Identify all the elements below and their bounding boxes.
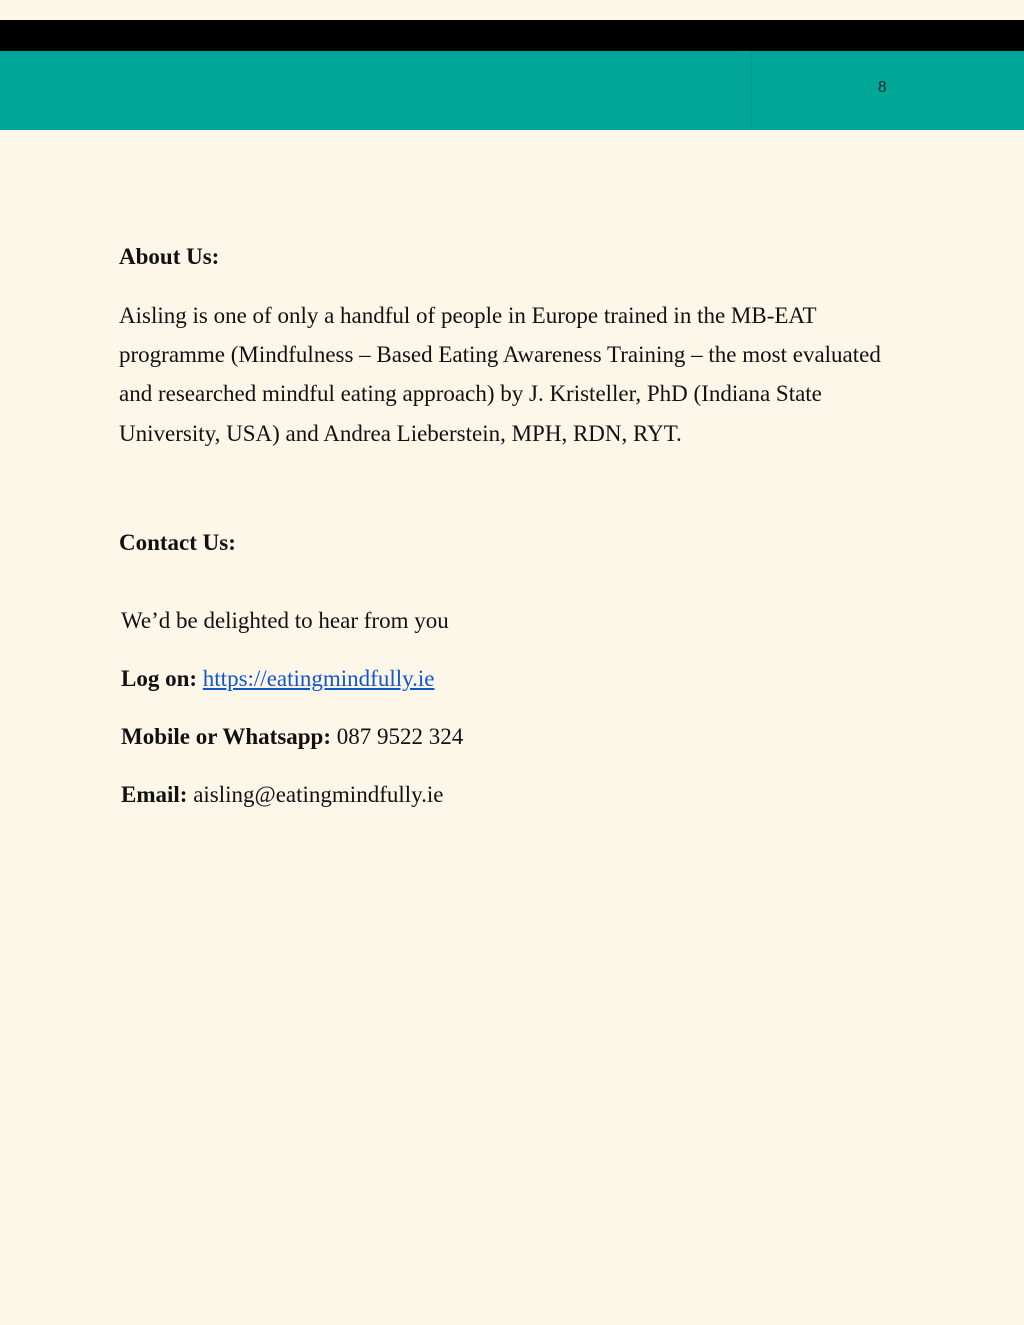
logon-label: Log on: [121, 666, 198, 691]
mobile-number: 087 9522 324 [336, 724, 464, 749]
mobile-label: Mobile or Whatsapp: [121, 724, 332, 749]
contact-intro: We’d be delighted to hear from you [121, 608, 449, 633]
page-number: 8 [878, 77, 887, 96]
header-black-band [0, 20, 1024, 51]
mobile-row [121, 724, 463, 750]
about-heading: About Us: [119, 244, 220, 269]
about-paragraph: Aisling is one of only a handful of people in Europe trained in the MB-EAT programme (Mindfulness – Based Eating Awareness Training – the most evaluated and researched mindful eating approach) by J. Kristeller, PhD (Indiana State University, USA) and Andrea Lieberstein, MPH, RDN, RYT. [119, 303, 881, 446]
header-teal-band [0, 51, 1024, 130]
header-divider [751, 51, 752, 130]
contact-heading: Contact Us: [119, 530, 236, 555]
email-row [121, 782, 444, 808]
email-address: aisling@eatingmindfully.ie [193, 782, 444, 807]
email-label: Email: [121, 782, 188, 807]
logon-row [121, 666, 434, 692]
website-link[interactable]: https://eatingmindfully.ie [202, 666, 435, 691]
